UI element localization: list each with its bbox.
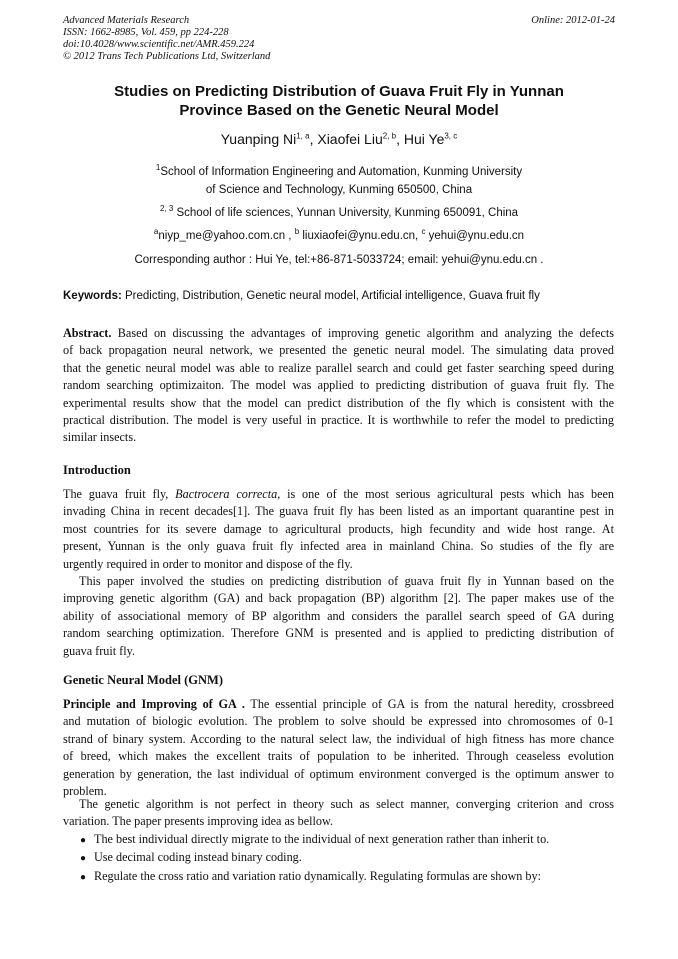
section-heading-introduction: Introduction: [63, 463, 131, 477]
introduction-paragraph-2: This paper involved the studies on predicting distribution of guava fruit fly in Yunnan based on the improving genetic algorithm (GA) and back propagation (BP) algorithm [2]. The paper makes use of the ability of associational memory of BP algorithm and considers the parallel search speed of GA during random searching optimization. Therefore GNM is presented and is applied to predicting distribution of guava fruit fly.: [63, 574, 614, 658]
introduction-paragraph-1: The guava fruit fly, Bactrocera correcta, is one of the most serious agricultural pests which has been invading China in recent decades[1]. The guava fruit fly has been listed as an important quarantine pest in most countries for its severe damage to agricultural products, high fecundity and wide host range. At present, Yunnan is the only guava fruit fly infected area in mainland China. So studies of the fly are urgently required in order to monitor and dispose of the fly.: [63, 487, 614, 571]
doi-line: doi:10.4028/www.scientific.net/AMR.459.224: [63, 39, 255, 50]
list-item: ● The best individual directly migrate to the individual of next generation rather than inherit to.: [80, 831, 620, 849]
author-list: Yuanping Ni$^{1, a}$, Xiaofei Liu$^{2, b}$, Hui Ye$^{3, c}$: [220, 131, 458, 147]
copyright-line: © 2012 Trans Tech Publications Ltd, Switzerland: [63, 51, 271, 62]
keywords: [63, 290, 623, 302]
author-name: Xiaofei Liu: [317, 131, 383, 147]
list-item: ● Regulate the cross ratio and variation ratio dynamically. Regulating formulas are shown by:: [80, 868, 620, 886]
subsection-label: Principle and Improving of GA .: [63, 697, 245, 711]
author-sup: 3, c: [444, 131, 458, 141]
abstract-label: Abstract.: [63, 326, 112, 340]
title-line-1: Studies on Predicting Distribution of Guava Fruit Fly in Yunnan: [114, 83, 564, 100]
author-sup: 1, a: [296, 131, 310, 141]
author-name: Yuanping Ni: [220, 131, 297, 147]
abstract: Abstract. Based on discussing the advantages of improving genetic algorithm and analyzing the defects of back propagation neural network, we presented the genetic neural model. The simulating data proved that the genetic neural model was able to realize parallel search and could get faster searching speed during random searching optimizaiton. The model was applied to predicting distribution of guava fruit fly. The experimental results show that the model can predict distribution of the fly which is consistent with the practical distribution. The model is very useful in practice. It is worthwhile to refer the model to predicting similar insects.: [63, 326, 614, 445]
section-heading-gnm: Genetic Neural Model (GNM): [63, 673, 224, 687]
online-date: Online: 2012-01-24: [531, 15, 615, 26]
keywords-label: Keywords:: [63, 290, 122, 302]
improvement-list: [80, 831, 620, 886]
issn-line: ISSN: 1662-8985, Vol. 459, pp 224-228: [63, 27, 229, 38]
gnm-paragraph-2: The genetic algorithm is not perfect in theory such as select manner, converging criterion and cross variation. The paper presents improving idea as bellow.: [63, 797, 614, 829]
paper-title: [63, 82, 615, 120]
bullet-icon: ●: [80, 835, 87, 846]
bullet-icon: ●: [80, 853, 87, 865]
affiliation-2: $^{2, 3}$ School of life sciences, Yunnan University, Kunming 650091, China: [159, 204, 519, 219]
corresponding-author: Corresponding author : Hui Ye, tel:+86-871-5033724; email: yehui@ynu.edu.cn .: [134, 254, 544, 266]
journal-name: Advanced Materials Research: [63, 15, 190, 26]
bullet-icon: ●: [80, 871, 87, 883]
list-item: ● Use decimal coding instead binary coding.: [80, 849, 620, 867]
affiliation-1: $^1$School of Information Engineering and Automation, Kunming University of Science and Technology, Kunming 650500, China: [155, 163, 523, 196]
journal-header: [63, 15, 615, 63]
author-name: Hui Ye: [403, 131, 445, 147]
author-sup: 2, b: [382, 131, 397, 141]
title-line-2: Province Based on the Genetic Neural Model: [179, 102, 499, 119]
author-emails: $^a$niyp_me@yahoo.com.cn , $^b$ liuxiaofei@ynu.edu.cn, $^c$ yehui@ynu.edu.cn: [153, 227, 525, 242]
species-name: Bactrocera correcta,: [175, 487, 281, 501]
keywords-text: Predicting, Distribution, Genetic neural model, Artificial intelligence, Guava fruit fly: [121, 290, 540, 302]
gnm-paragraph-1: Principle and Improving of GA . The essential principle of GA is from the natural heredity, crossbreed and mutation of biologic evolution. The problem to solve should be expressed into chromosomes of 0-1 strand of binary system. According to the natural select law, the individual of high fitness has more chance of breed, which makes the excellent traits of population to be inherited. Through ceaseless evolution generation by generation, the last individual of optimum environment converged is the optimum answer to problem.: [63, 697, 614, 799]
